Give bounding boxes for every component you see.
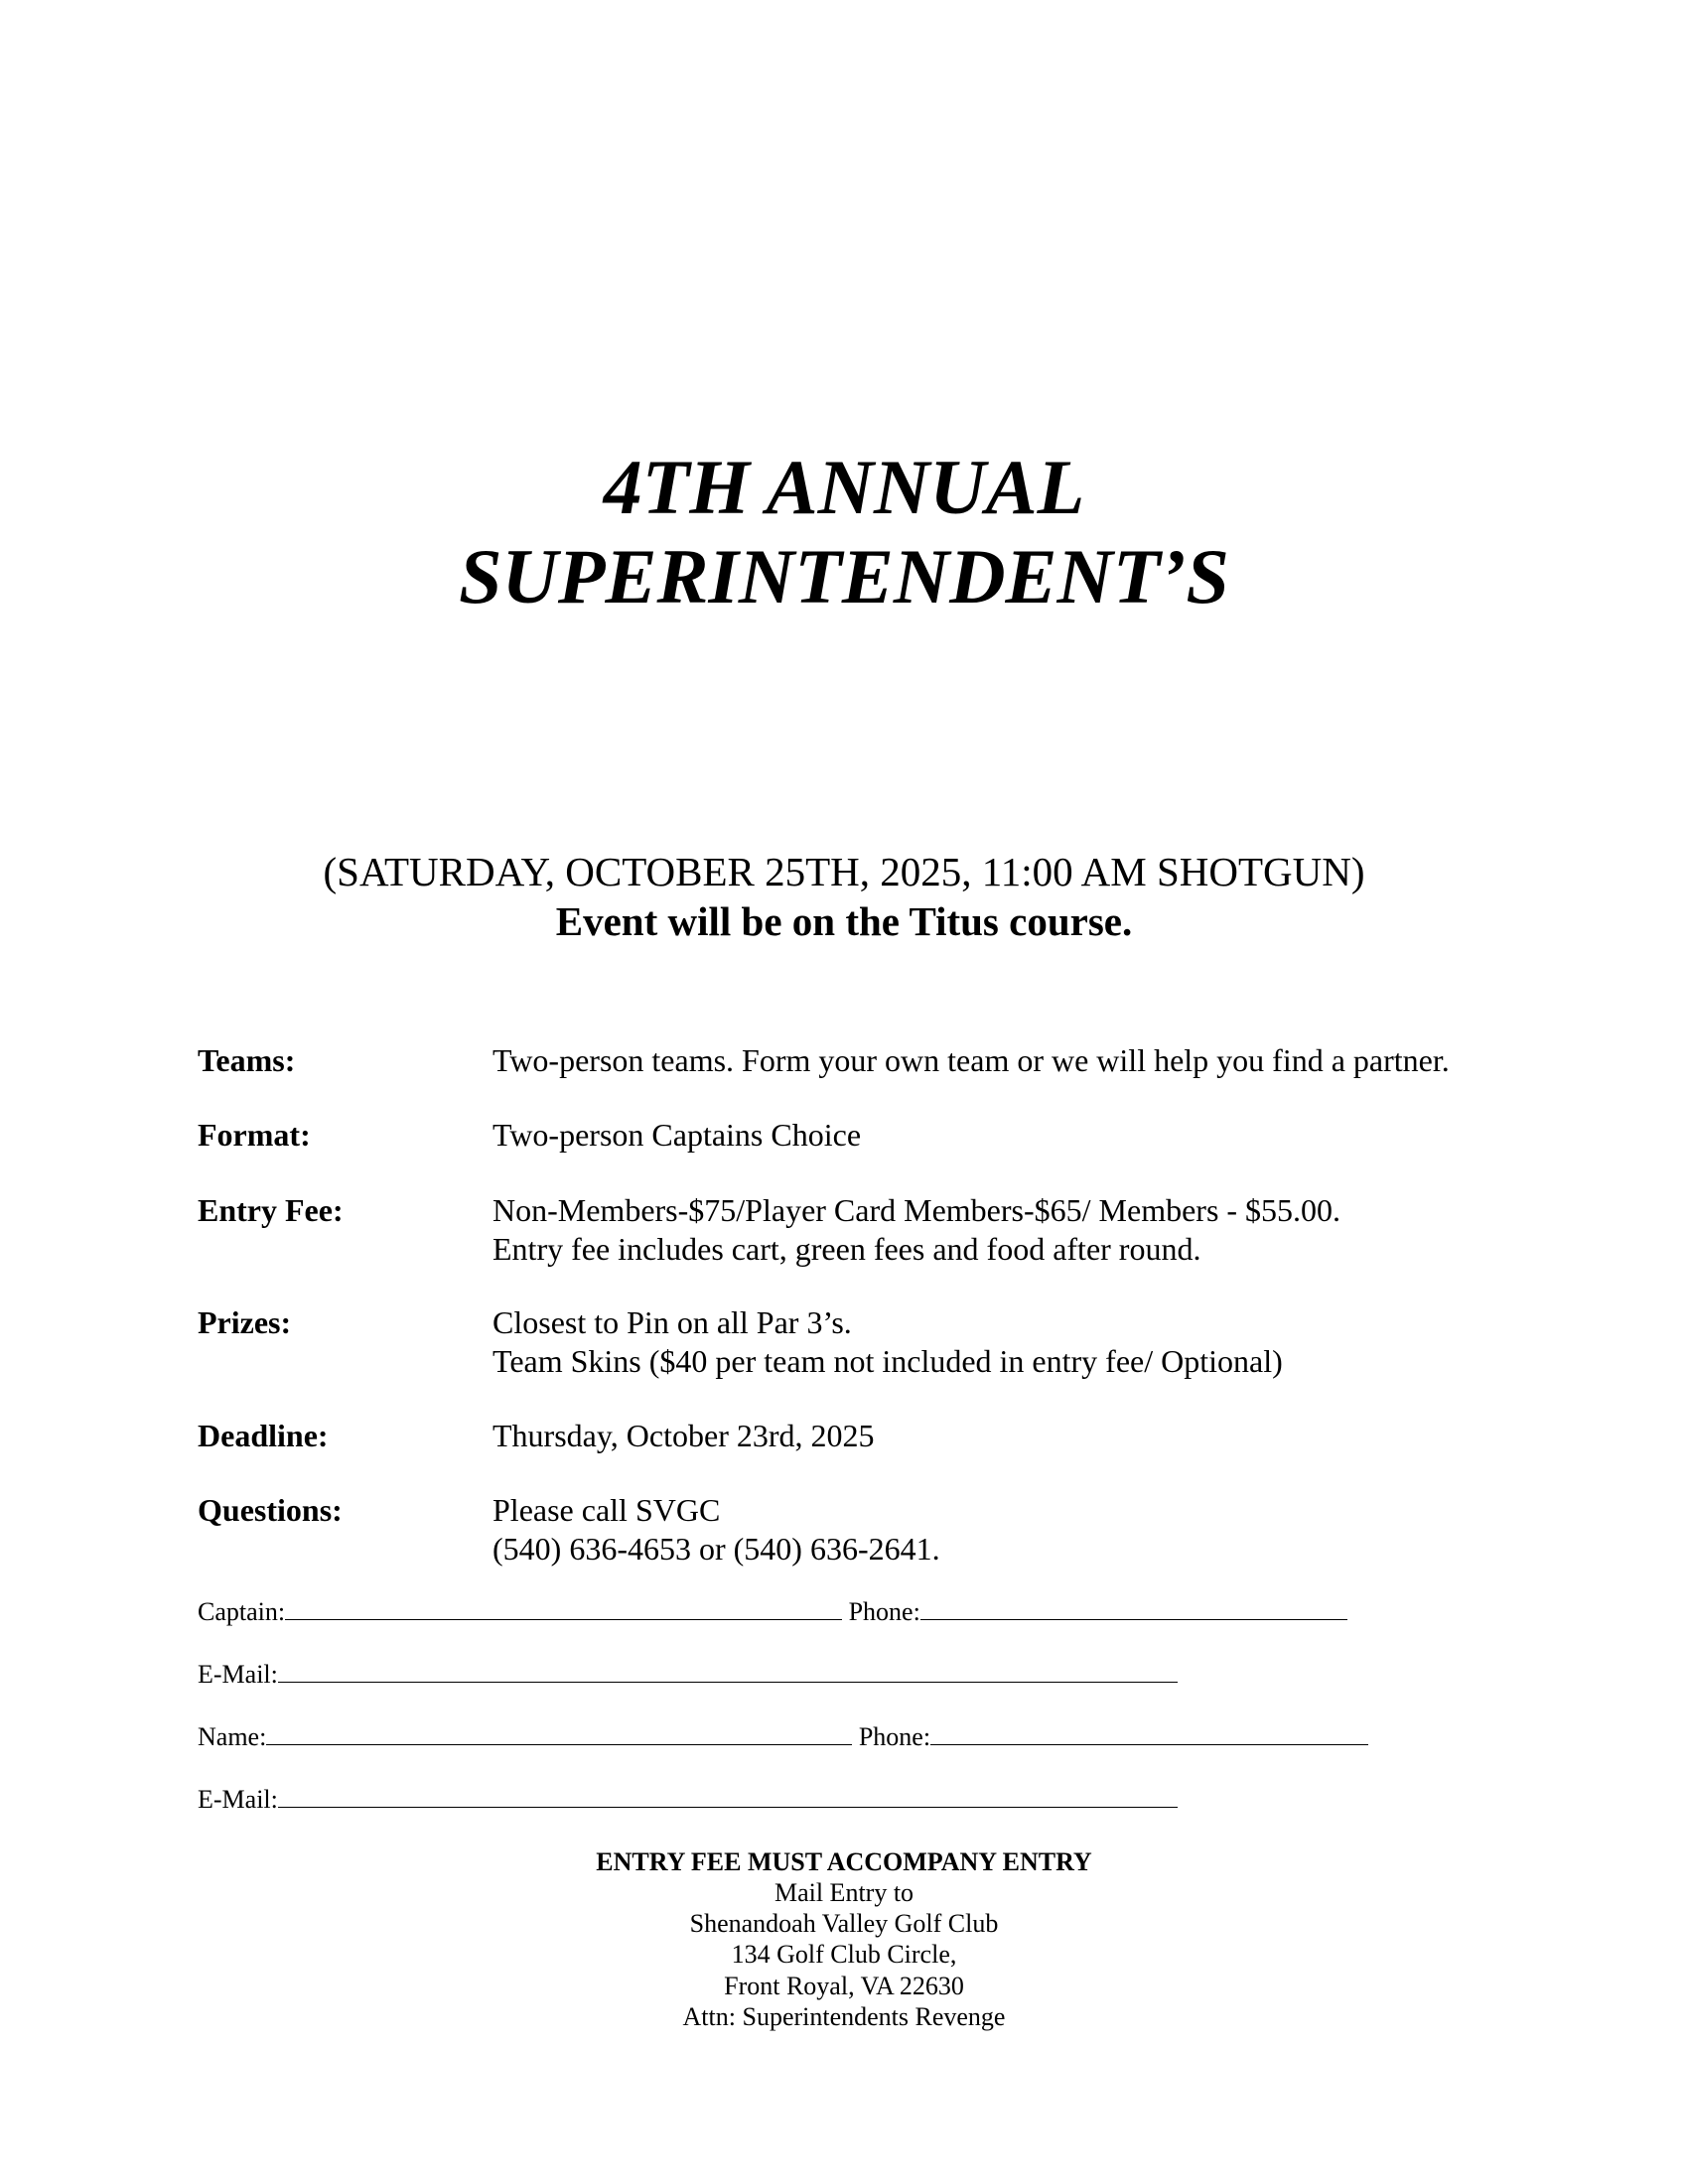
name-phone-field[interactable] — [930, 1724, 1368, 1745]
captain-email-field[interactable] — [278, 1662, 1178, 1683]
captain-field[interactable] — [285, 1599, 842, 1620]
prizes-value-1: Closest to Pin on all Par 3’s. — [492, 1304, 852, 1340]
questions-value-1: Please call SVGC — [492, 1492, 721, 1528]
club-city: Front Royal, VA 22630 — [724, 1972, 964, 2000]
prizes-label: Prizes: — [198, 1304, 292, 1340]
prizes-value-2: Team Skins ($40 per team not included in entry fee/ Optional) — [492, 1343, 1283, 1379]
captain-email-label: E-Mail: — [198, 1660, 278, 1689]
captain-row — [198, 1599, 1347, 1625]
club-name: Shenandoah Valley Golf Club — [689, 1909, 999, 1938]
event-course: Event will be on the Titus course. — [555, 898, 1133, 944]
entry-fee-notice: ENTRY FEE MUST ACCOMPANY ENTRY — [596, 1847, 1092, 1876]
club-street: 134 Golf Club Circle, — [731, 1940, 957, 1969]
title-line-1: 4TH ANNUAL — [603, 444, 1085, 530]
captain-email-row — [198, 1662, 1178, 1688]
format-value: Two-person Captains Choice — [492, 1117, 862, 1153]
mail-entry-to: Mail Entry to — [774, 1878, 914, 1907]
name-email-row — [198, 1787, 1178, 1813]
entry-fee-value-2: Entry fee includes cart, green fees and food after round. — [492, 1231, 1201, 1267]
format-label: Format: — [198, 1117, 311, 1153]
name-email-field[interactable] — [278, 1787, 1178, 1808]
entry-fee-label: Entry Fee: — [198, 1192, 344, 1228]
name-label: Name: — [198, 1722, 267, 1751]
name-row — [198, 1724, 1368, 1750]
captain-phone-field[interactable] — [920, 1599, 1347, 1620]
entry-fee-value-1: Non-Members-$75/Player Card Members-$65/ Members - $55.00. — [492, 1192, 1341, 1228]
club-attn: Attn: Superintendents Revenge — [682, 2002, 1006, 2031]
teams-label: Teams: — [198, 1042, 296, 1078]
teams-value: Two-person teams. Form your own team or we will help you find a partner. — [492, 1042, 1450, 1078]
name-phone-label: Phone: — [858, 1722, 931, 1751]
deadline-label: Deadline: — [198, 1418, 329, 1453]
questions-label: Questions: — [198, 1492, 343, 1528]
deadline-value: Thursday, October 23rd, 2025 — [492, 1418, 875, 1453]
name-email-label: E-Mail: — [198, 1785, 278, 1814]
questions-value-2: (540) 636-4653 or (540) 636-2641. — [492, 1531, 940, 1567]
event-date: (SATURDAY, OCTOBER 25TH, 2025, 11:00 AM SHOTGUN) — [323, 849, 1365, 894]
captain-label: Captain: — [198, 1597, 286, 1626]
captain-phone-label: Phone: — [848, 1597, 920, 1626]
title-line-2: SUPERINTENDENT’S — [459, 533, 1229, 619]
name-field[interactable] — [266, 1724, 852, 1745]
